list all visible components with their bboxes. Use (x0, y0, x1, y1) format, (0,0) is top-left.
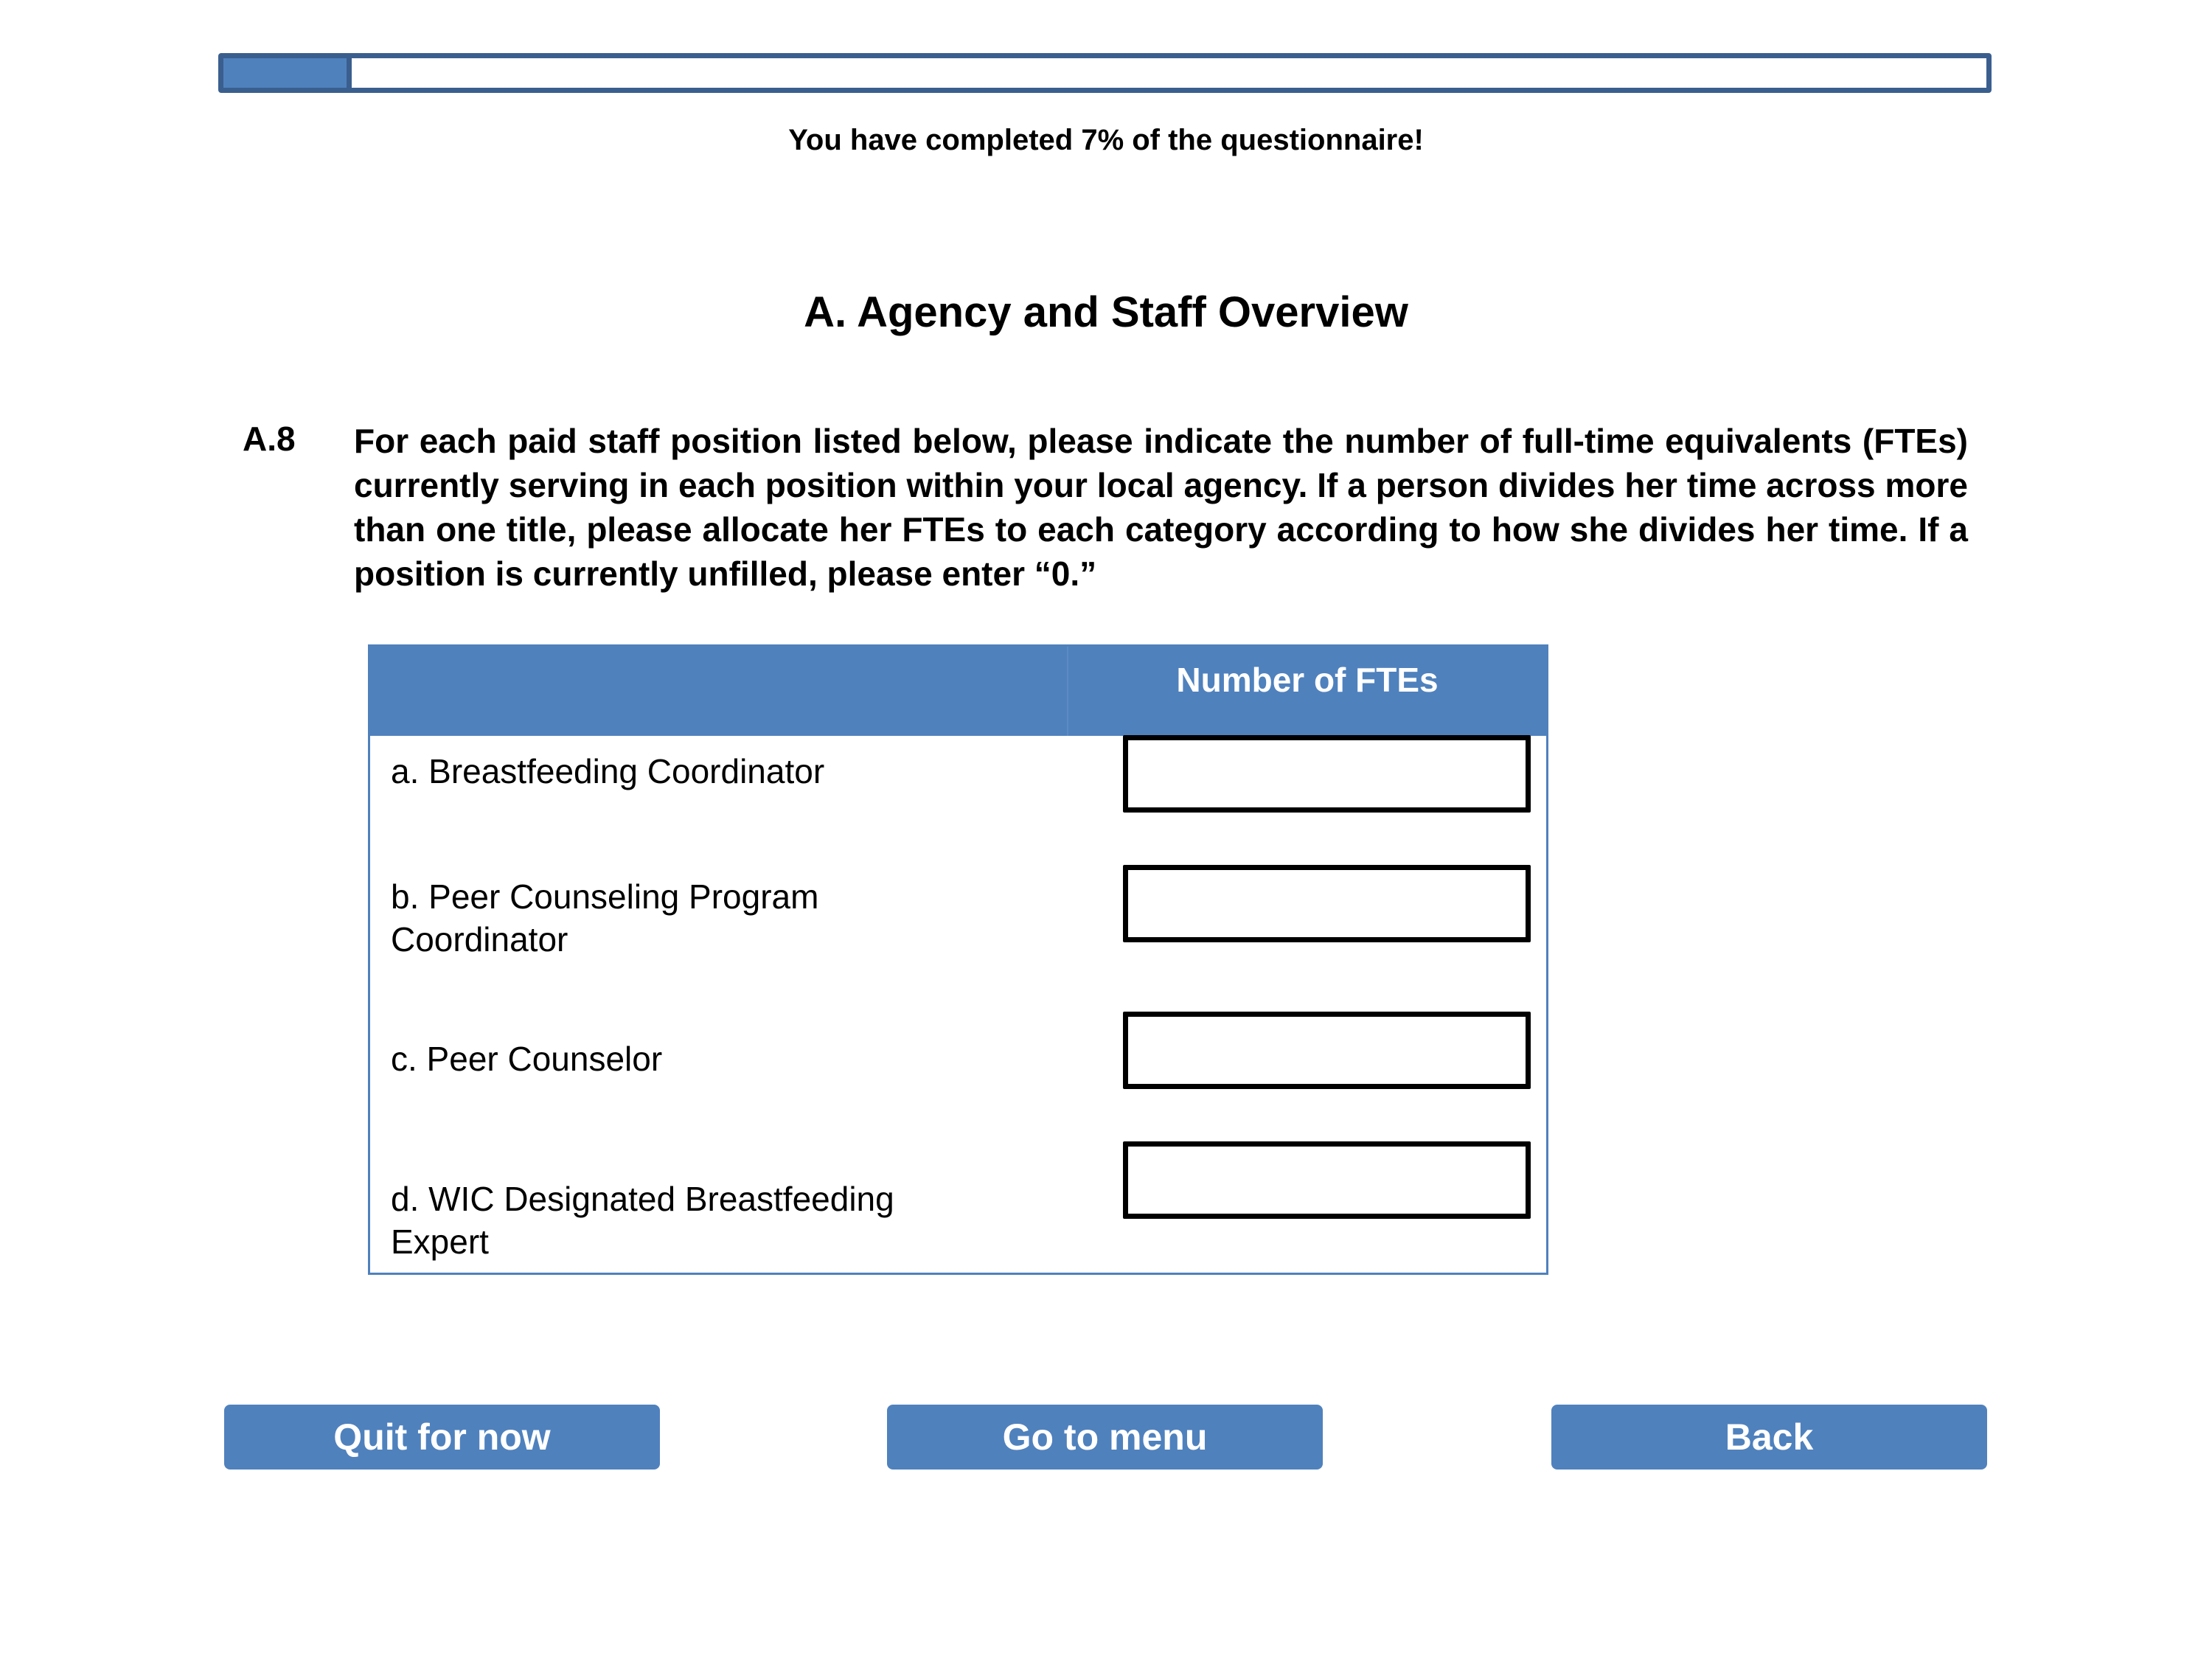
progress-text: You have completed 7% of the questionnaire! (788, 124, 1424, 156)
back-button[interactable]: Back (1551, 1405, 1987, 1470)
question-number: A.8 (243, 420, 296, 458)
question-text: For each paid staff position listed below, please indicate the number of full-time equivalents (FTEs) currently serving in each position within your local agency. If a person divides her time across more than one title, please allocate her FTEs to each category according to how she divides her time. If a position is currently unfilled, please enter “0.” (354, 422, 1968, 593)
row-label: a. Breastfeeding Coordinator (391, 752, 825, 790)
fte-input-wic-breastfeeding-expert[interactable] (1123, 1141, 1531, 1219)
fte-table (368, 644, 1548, 1275)
column-header-ftes: Number of FTEs (1176, 661, 1439, 699)
fte-input-peer-counseling-coordinator[interactable] (1123, 865, 1531, 942)
section-title: A. Agency and Staff Overview (804, 288, 1408, 336)
go-to-menu-button[interactable]: Go to menu (887, 1405, 1323, 1470)
quit-for-now-button[interactable]: Quit for now (224, 1405, 660, 1470)
progress-bar (218, 53, 1992, 93)
row-label: d. WIC Designated Breastfeeding Expert (391, 1180, 894, 1261)
row-label: b. Peer Counseling Program Coordinator (391, 877, 819, 959)
table-header (370, 647, 1546, 736)
row-label: c. Peer Counselor (391, 1040, 663, 1078)
progress-bar-fill (223, 58, 352, 88)
fte-input-breastfeeding-coordinator[interactable] (1123, 735, 1531, 813)
fte-input-peer-counselor[interactable] (1123, 1012, 1531, 1089)
